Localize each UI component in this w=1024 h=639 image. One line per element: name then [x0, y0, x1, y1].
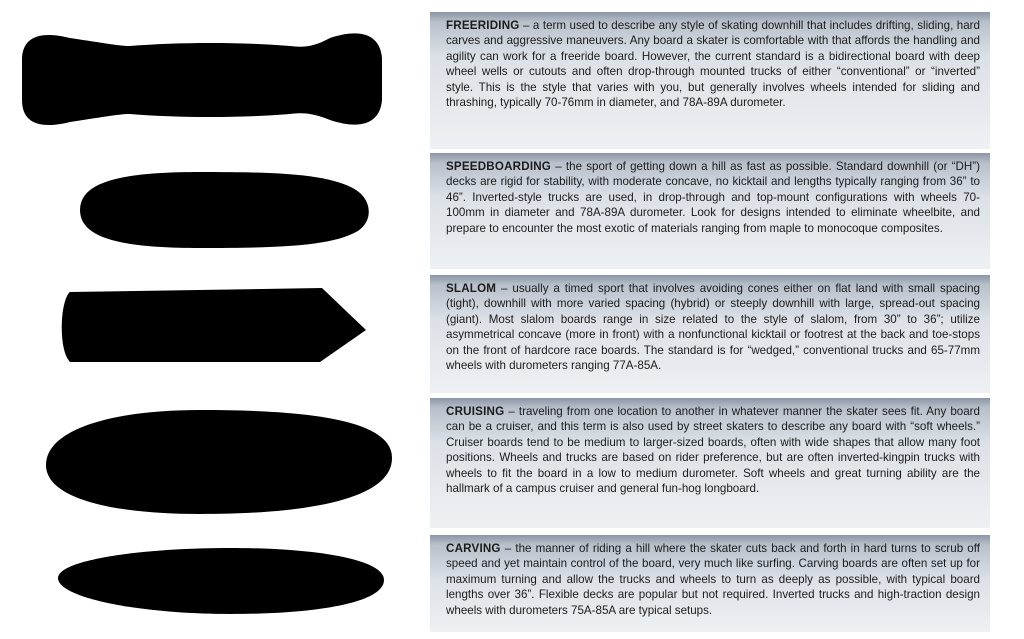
speedboard-silhouette: [80, 172, 369, 248]
cruising-section: [430, 398, 990, 528]
carving-section: [430, 535, 990, 632]
board-silhouettes: [0, 0, 430, 634]
section-term: CARVING: [446, 542, 501, 555]
slalom-board-silhouette: [62, 288, 366, 362]
section-term: FREERIDING: [446, 19, 520, 32]
freeride-board-silhouette: [22, 33, 382, 125]
section-description: – the sport of getting down a hill as fast as possible. Standard downhill (or “DH”) decks are rigid for stability, with moderate concave, no kicktail and lengths typically ranging from 36” to 46”. Inverted-style trucks are used, in drop-through and top-mount configurations with wheels 70-100mm in diameter and 78A-89A durometer. Look for designs intended to eliminate wheelbite, and prepare to encounter the most exotic of materials ranging from maple to monocoque composites.: [446, 160, 980, 235]
section-term: SPEEDBOARDING: [446, 160, 552, 173]
section-description: – the manner of riding a hill where the skater cuts back and forth in hard turns to scrub off speed and yet maintain control of the board, very much like surfing. Carving boards are often set up for maximum turning and allow the trucks and wheels to turn as deeply as possible, with typical board lengths over 36”. Flexible decks are popular but not required. Inverted trucks and high-traction design wheels with durometers 75A-85A are typical setups.: [446, 542, 980, 617]
board-silhouettes-svg: [0, 0, 430, 634]
freeriding-section: [430, 12, 990, 149]
cruiser-board-silhouette: [46, 410, 392, 514]
section-term: SLALOM: [446, 282, 497, 295]
slalom-section: [430, 275, 990, 393]
section-description: – traveling from one location to another in whatever manner the skater sees fit. Any board can be a cruiser, and this term is also used by street skaters to describe any board with “soft wheels.” Cruiser boards tend to be medium to larger-sized boards, often with wide shapes that allow many foot positions. Wheels and trucks are based on rider preference, but are often inverted-kingpin trucks with wheels to fit the board in a low to medium durometer. Soft wheels and great turning ability are the hallmark of a campus cruiser and general fun-hog longboard.: [446, 405, 980, 496]
carving-board-silhouette: [58, 548, 384, 614]
section-description: – a term used to describe any style of skating downhill that includes drifting, sliding, hard carves and aggressive maneuvers. Any board a skater is comfortable with that affords the handling and agility can work for a freeride board. However, the current standard is a bidirectional board with deep wheel wells or cutouts and often drop-through mounted trucks of either “conventional” or “inverted” style. This is the style that varies with you, but generally involves wheels intended for sliding and thrashing, typically 70-76mm in diameter, and 78A-89A durometer.: [446, 19, 980, 110]
section-term: CRUISING: [446, 405, 505, 418]
speedboarding-section: [430, 153, 990, 269]
section-description: – usually a timed sport that involves avoiding cones either on flat land with small spacing (tight), downhill with more varied spacing (hybrid) or steeply downhill with large, spread-out spacing (giant). Most slalom boards range in size related to the style of slalom, from 30” to 36”; utilize asymmetrical concave (more in front) with a nonfunctional kicktail or footrest at the back and toe-stops on the front of hardcore race boards. The standard is for “wedged,” conventional trucks and 65-77mm wheels with durometers ranging 77A-85A.: [446, 282, 980, 373]
